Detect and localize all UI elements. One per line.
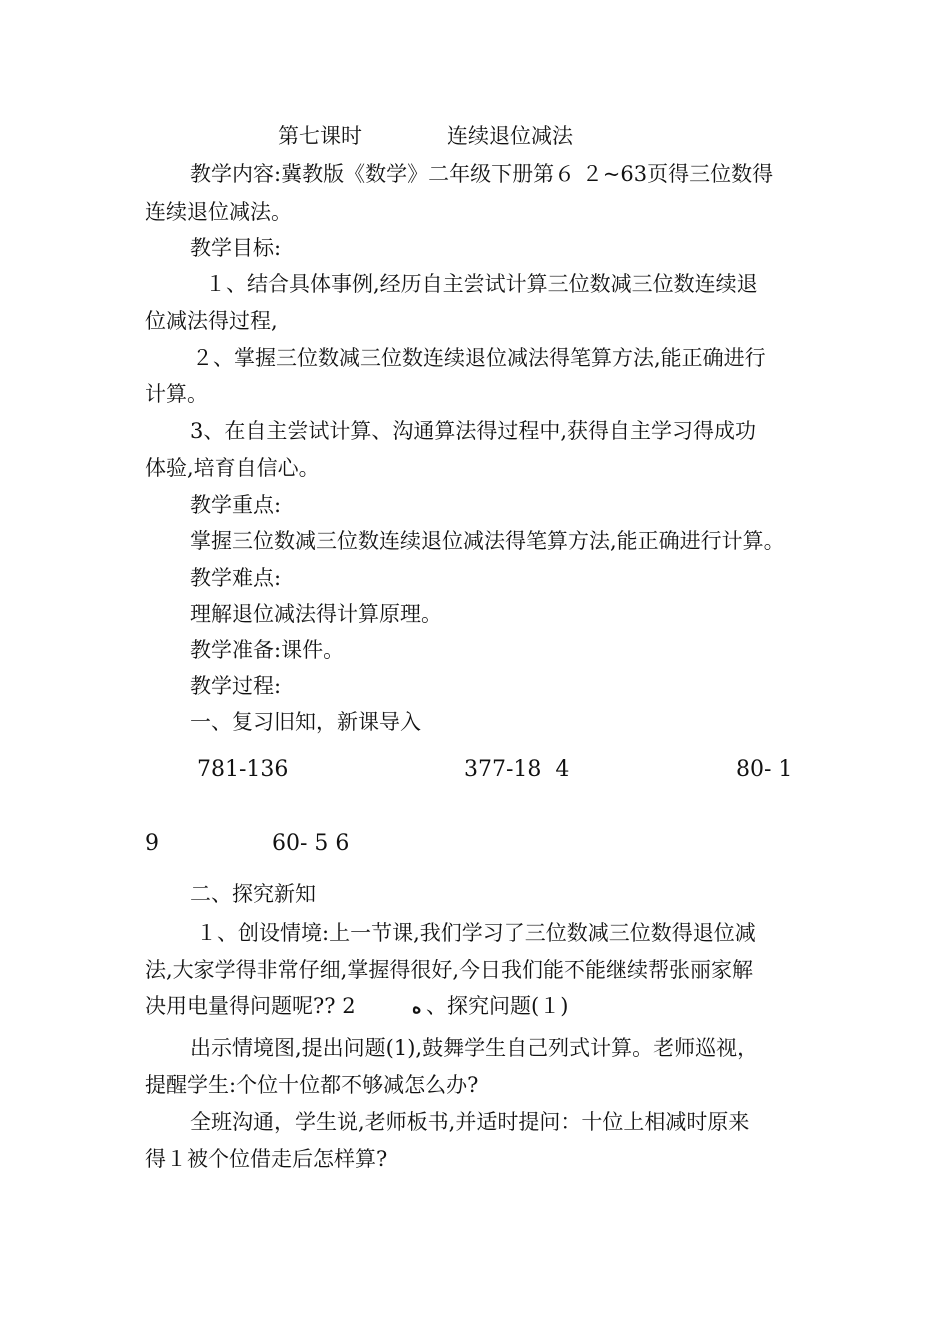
- process-heading: 教学过程:: [190, 674, 282, 698]
- exercise-1: 781-136: [197, 757, 289, 782]
- section-2-para-1-line-1: １、创设情境:上一节课,我们学习了三位数减三位数得退位减: [196, 921, 756, 945]
- goal-2-line-1: ２、掌握三位数减三位数连续退位减法得笔算方法,能正确进行: [192, 346, 766, 370]
- goal-2-line-2: 计算。: [145, 382, 208, 406]
- exercise-3: 80- 1: [736, 757, 793, 782]
- lesson-title: 连续退位减法: [447, 124, 573, 148]
- goal-1-line-1: １、结合具体事例,经历自主尝试计算三位数减三位数连续退: [205, 272, 758, 296]
- lesson-number: 第七课时: [278, 124, 362, 148]
- exercise-3-continued: 9: [145, 831, 159, 856]
- goal-3-line-1: 3、在自主尝试计算、沟通算法得过程中,获得自主学习得成功: [190, 419, 757, 443]
- difficulty-text: 理解退位减法得计算原理。: [190, 602, 442, 626]
- section-2-para-2-line-1: 出示情境图,提出问题(1),鼓舞学生自己列式计算。老师巡视，: [190, 1036, 759, 1060]
- preparation: 教学准备:课件。: [190, 638, 345, 662]
- content-line-1: 教学内容:冀教版《数学》二年级下册第６ ２~63页得三位数得: [190, 162, 774, 186]
- section-2-para-3-line-2: 得１被个位借走后怎样算?: [145, 1147, 388, 1171]
- exercise-4: 60- 5 6: [272, 831, 350, 856]
- section-2-para-2-line-2: 提醒学生:个位十位都不够减怎么办?: [145, 1073, 479, 1097]
- section-2-para-1-line-2: 法,大家学得非常仔细,掌握得很好,今日我们能不能继续帮张丽家解: [145, 958, 754, 982]
- difficulty-heading: 教学难点:: [190, 566, 282, 590]
- section-1-heading: 一、复习旧知，新课导入: [190, 710, 421, 734]
- goal-1-line-2: 位减法得过程,: [145, 309, 278, 333]
- section-2-heading: 二、探究新知: [190, 882, 316, 906]
- garbled-glyph-mark: ه: [412, 997, 422, 1018]
- content-line-2: 连续退位减法。: [145, 200, 292, 224]
- section-2-para-3-line-1: 全班沟通，学生说,老师板书,并适时提问：十位上相减时原来: [190, 1110, 750, 1134]
- section-2-para-1-line-3: 决用电量得问题呢?? 2: [145, 994, 356, 1018]
- key-point-text: 掌握三位数减三位数连续退位减法得笔算方法,能正确进行计算。: [190, 529, 785, 553]
- goal-3-line-2: 体验,培育自信心。: [145, 456, 320, 480]
- goals-heading: 教学目标:: [190, 236, 282, 260]
- exercise-2: 377-18 4: [464, 757, 570, 782]
- key-point-heading: 教学重点:: [190, 493, 282, 517]
- section-2-explore-heading: 、探究问题(１): [426, 994, 569, 1018]
